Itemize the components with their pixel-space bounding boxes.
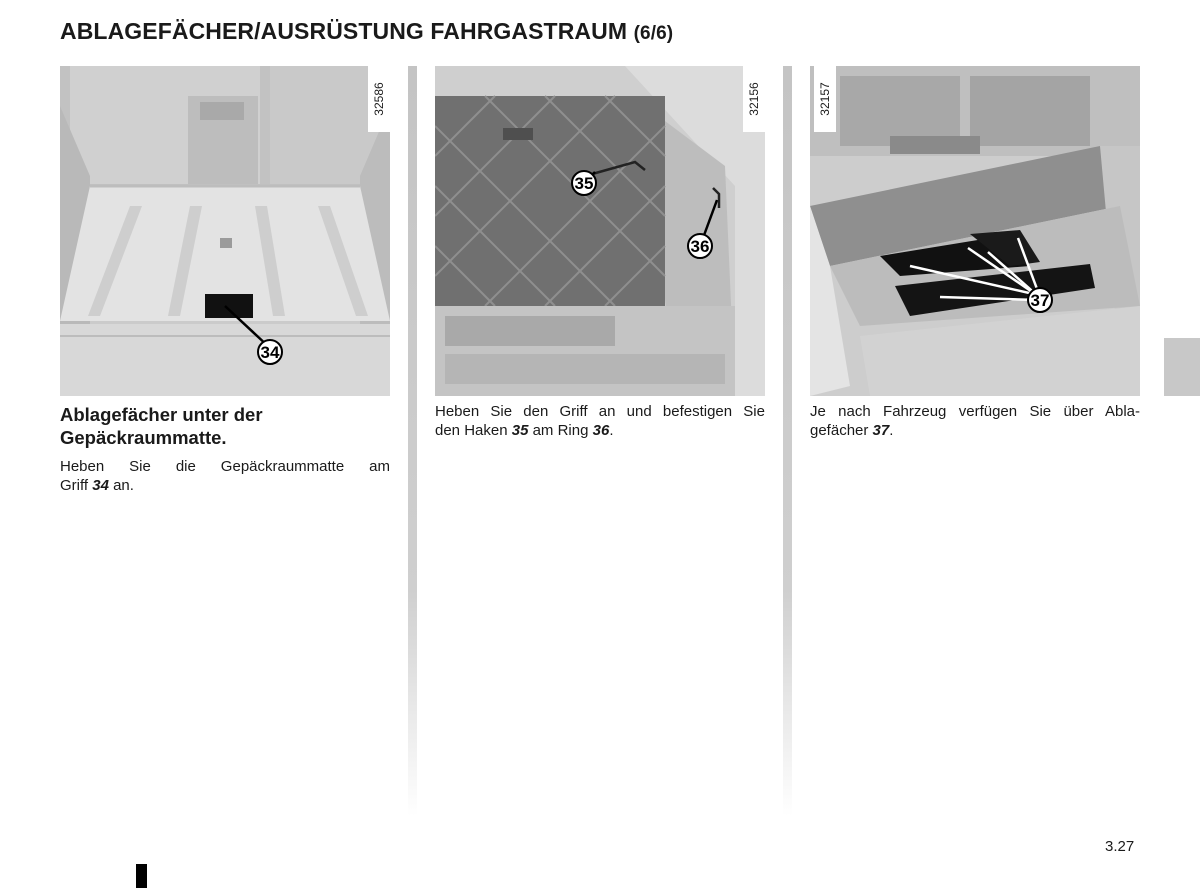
luggage-floor-illustration bbox=[60, 66, 390, 396]
paragraph-line bbox=[810, 421, 1140, 440]
column3-paragraph bbox=[810, 402, 1140, 440]
section-heading-line2: Gepäckraummatte. bbox=[60, 427, 227, 448]
section-heading bbox=[60, 403, 263, 449]
storage-compartments-illustration bbox=[810, 66, 1140, 396]
figure-code: 32157 bbox=[818, 82, 832, 116]
text-fragment: den Haken bbox=[435, 422, 508, 439]
reference-number-37: 37 bbox=[872, 422, 890, 439]
reference-number-34: 34 bbox=[92, 477, 109, 494]
page-title-text: ABLAGEFÄCHER/AUSRÜSTUNG FAHRGASTRAUM bbox=[60, 18, 628, 44]
callout-37: 37 bbox=[1030, 291, 1050, 310]
column2-paragraph bbox=[435, 402, 765, 440]
callout-34: 34 bbox=[260, 343, 280, 362]
column-divider-left bbox=[408, 66, 417, 816]
paragraph-line bbox=[60, 476, 390, 495]
figure-luggage-floor bbox=[60, 66, 390, 396]
reference-number-35: 35 bbox=[511, 422, 529, 439]
callout-35: 35 bbox=[574, 174, 594, 193]
text-fragment: gefächer bbox=[810, 422, 869, 439]
paragraph-line: Je nach Fahrzeug verfügen Sie über Abla- bbox=[810, 403, 1140, 420]
page-part-indicator: (6/6) bbox=[633, 23, 674, 44]
text-fragment: am Ring bbox=[532, 422, 589, 439]
text-fragment: an. bbox=[113, 477, 134, 494]
figure-ref-tag bbox=[743, 66, 765, 132]
print-crop-mark bbox=[136, 864, 147, 888]
column1-paragraph bbox=[60, 457, 390, 495]
figure-storage-compartments bbox=[810, 66, 1140, 396]
callout-36: 36 bbox=[690, 237, 710, 256]
paragraph-line: Heben Sie den Griff an und befestigen Sie bbox=[435, 403, 765, 420]
figure-ref-tag bbox=[814, 66, 836, 132]
figure-cargo-net bbox=[435, 66, 765, 396]
column-divider-right bbox=[783, 66, 792, 816]
figure-code: 32586 bbox=[372, 82, 386, 116]
chapter-tab bbox=[1164, 338, 1200, 396]
paragraph-line bbox=[435, 421, 765, 440]
reference-number-36: 36 bbox=[592, 422, 610, 439]
text-fragment: . bbox=[889, 422, 894, 439]
page-number: 3.27 bbox=[1105, 838, 1135, 855]
text-fragment: Griff bbox=[60, 477, 89, 494]
figure-ref-tag bbox=[368, 66, 390, 132]
text-fragment: . bbox=[609, 422, 614, 439]
figure-code: 32156 bbox=[747, 82, 761, 116]
section-heading-line1: Ablagefächer unter der bbox=[60, 404, 263, 425]
paragraph-line: Heben Sie die Gepäckraummatte am bbox=[60, 458, 390, 475]
cargo-net-illustration bbox=[435, 66, 765, 396]
page-title bbox=[60, 18, 673, 45]
